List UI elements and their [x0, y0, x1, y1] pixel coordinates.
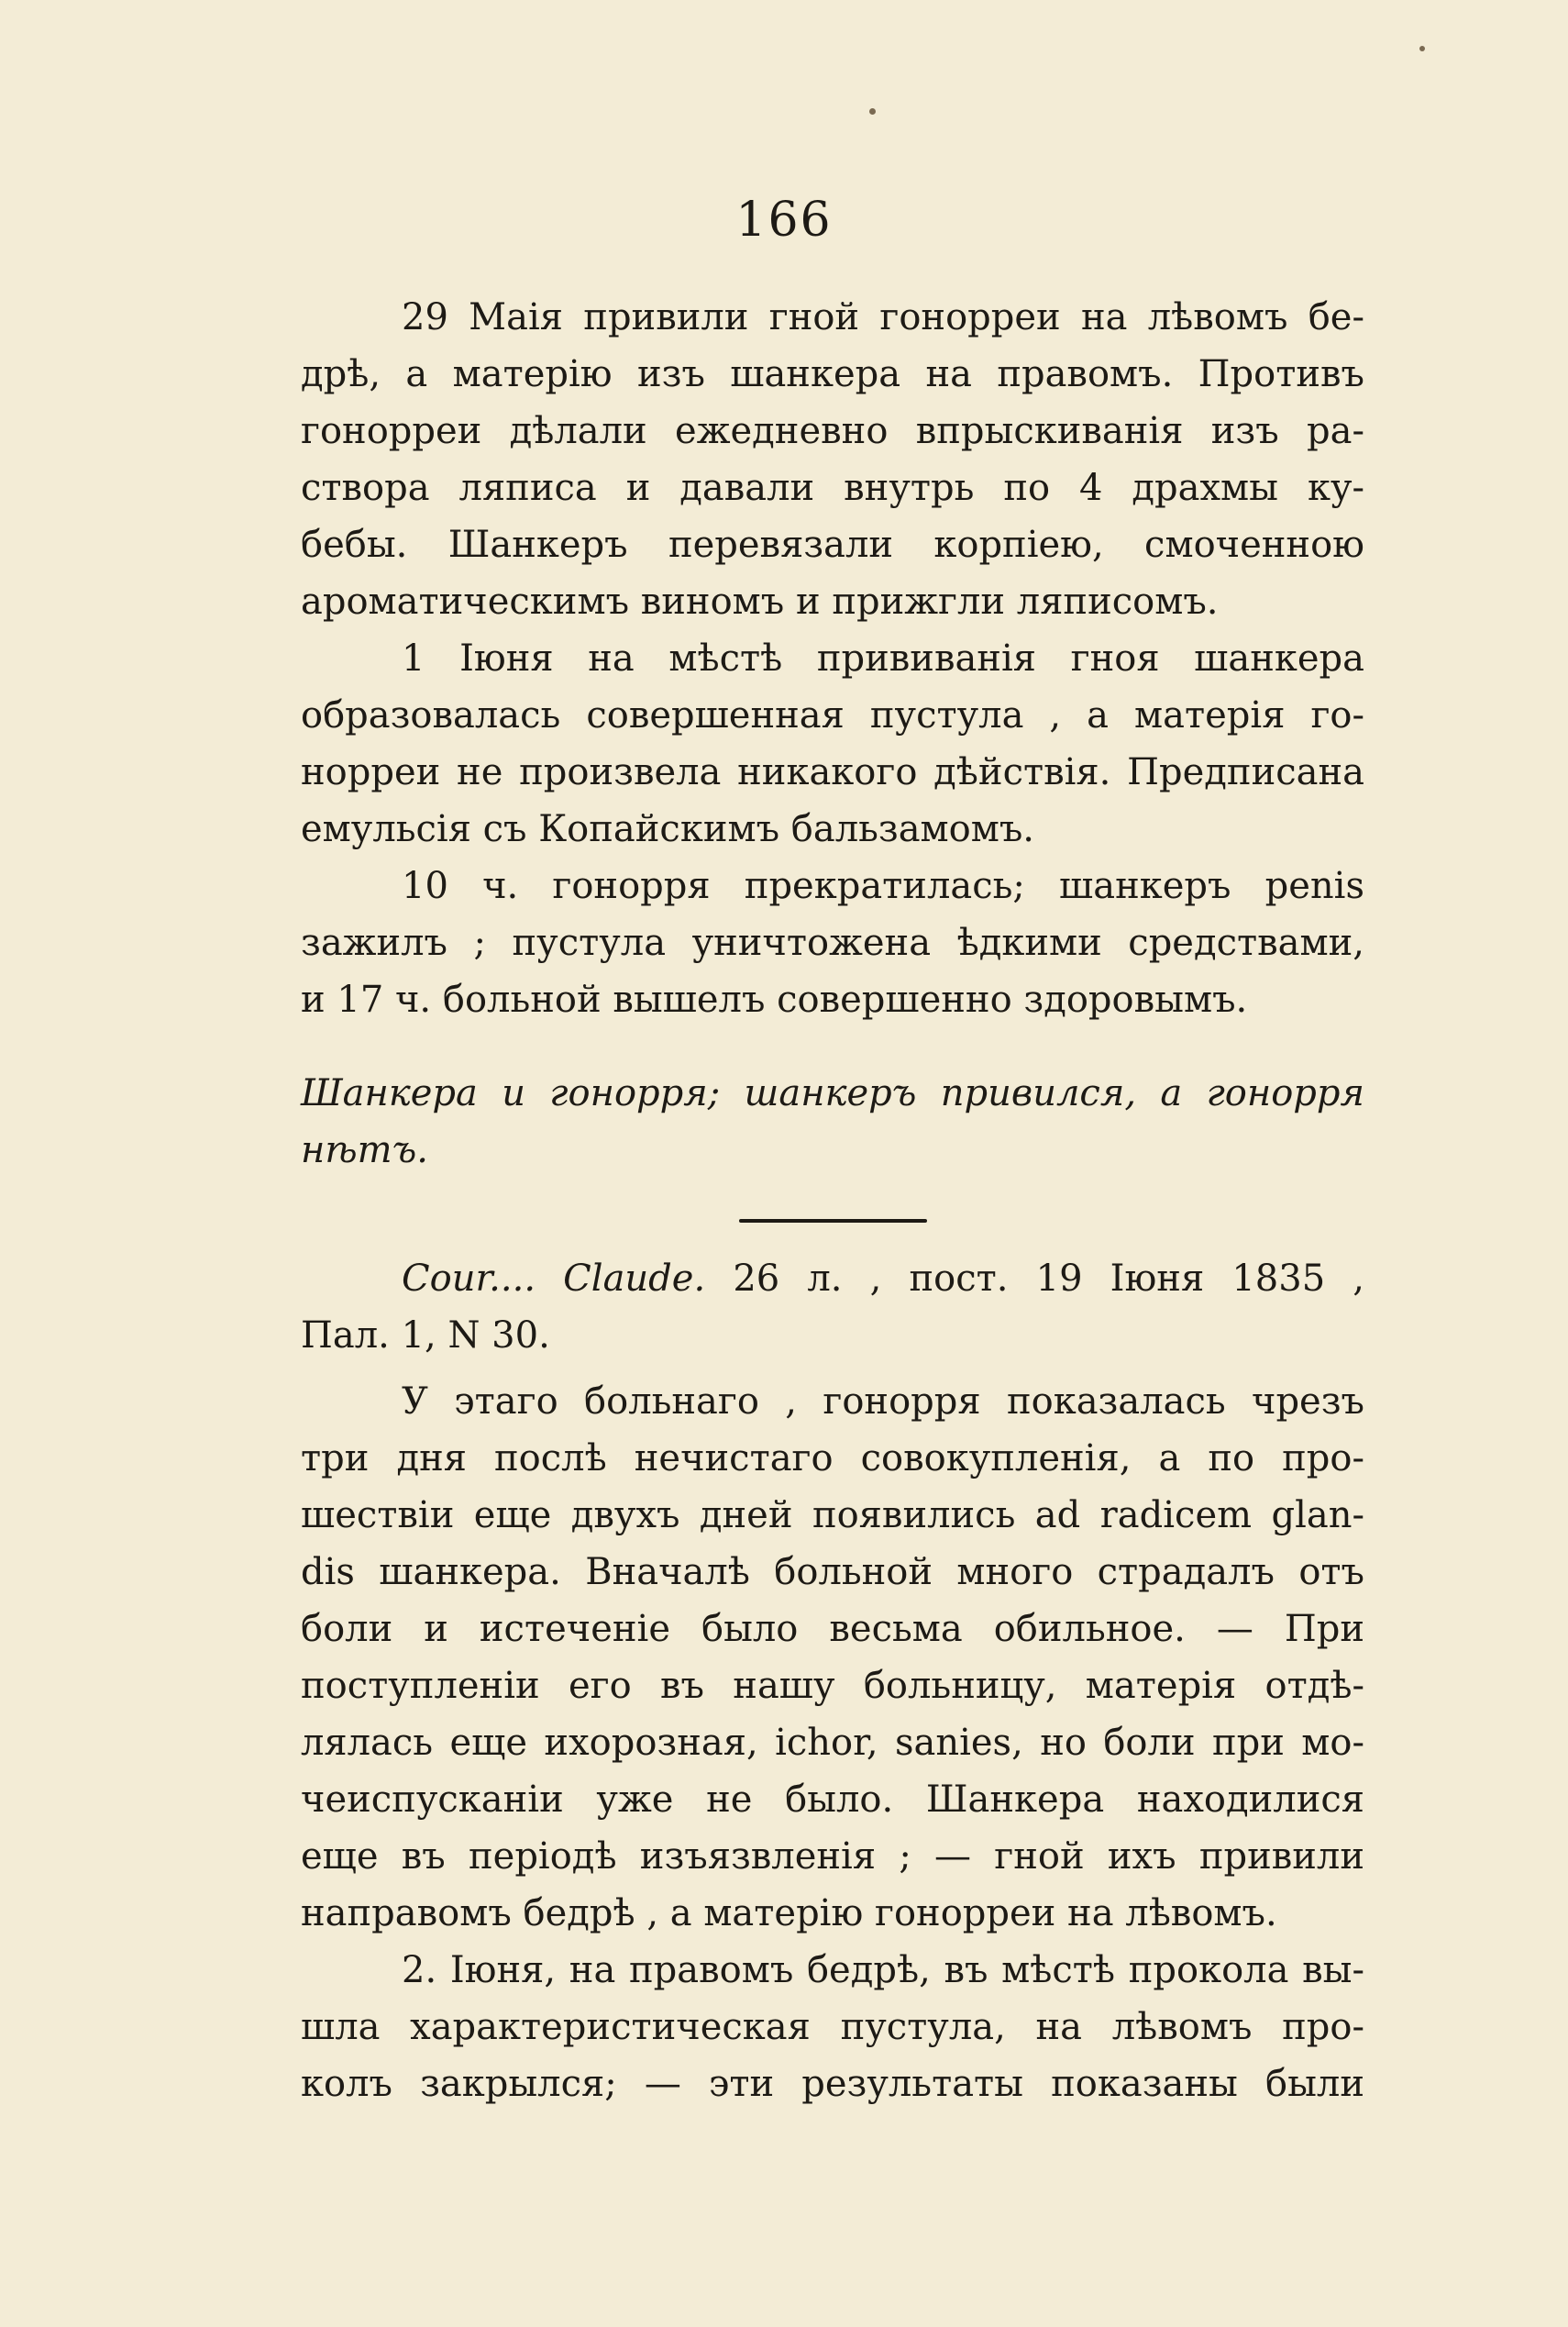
paragraph — [301, 630, 1364, 858]
case-header-line: Пал. 1, N 30. — [301, 1314, 550, 1357]
page-number: 166 — [735, 193, 833, 248]
case-header — [301, 1250, 1364, 1364]
text-line: дрѣ, а матерію изъ шанкера на правомъ. Противъ — [301, 353, 1364, 395]
text-line: еще въ періодѣ изъязвленія ; — гной ихъ привили — [301, 1835, 1364, 1878]
horizontal-rule — [739, 1219, 927, 1223]
text-line: боли и истеченіе было весьма обильное. — При — [301, 1608, 1364, 1650]
paragraph — [301, 858, 1364, 1028]
text-line: ароматическимъ виномъ и прижгли ляписомъ. — [301, 581, 1219, 623]
text-line: емульсія съ Копайскимъ бальзамомъ. — [301, 808, 1035, 850]
text-line: колъ закрылся; — эти результаты показаны были — [301, 2063, 1364, 2105]
case-header-line — [301, 1250, 1364, 1307]
text-line: бебы. Шанкеръ перевязали корпіею, смоченною — [301, 524, 1364, 566]
paragraph — [301, 1373, 1364, 1942]
text-line: шла характеристическая пустула, на лѣвомъ про- — [301, 2006, 1364, 2048]
text-line: створа ляписа и давали внутрь по 4 драхмы ку- — [301, 467, 1364, 509]
paragraph — [301, 1942, 1364, 2112]
text-line: dis шанкера. Вначалѣ больной много страдалъ отъ — [301, 1551, 1364, 1593]
text-line: чеиспусканіи уже не было. Шанкера находилися — [301, 1778, 1364, 1821]
text-line: гонорреи дѣлали ежедневно впрыскиванія изъ ра- — [301, 410, 1364, 452]
text-line: норреи не произвела никакого дѣйствія. Предписана — [301, 751, 1364, 793]
body-text — [301, 289, 1364, 2112]
text-line: направомъ бедрѣ , а матерію гонорреи на лѣвомъ. — [301, 1892, 1277, 1934]
section-title — [301, 1065, 1364, 1179]
text-line: 1 Іюня на мѣстѣ прививанія гноя шанкера — [402, 637, 1364, 680]
text-line: три дня послѣ нечистаго совокупленія, а по про- — [301, 1437, 1364, 1479]
text-line: и 17 ч. больной вышелъ совершенно здоровымъ. — [301, 979, 1248, 1021]
section-title-text: Шанкера и гонорря; шанкеръ привился, а гонорря нѣтъ. — [301, 1072, 1364, 1171]
text-line: лялась еще ихорозная, ichor, sanies, но боли при мо- — [301, 1722, 1364, 1764]
ink-speck — [869, 108, 876, 115]
text-line: поступленіи его въ нашу больницу, матерія отдѣ- — [301, 1665, 1364, 1707]
case-header-details: 26 л. , пост. 19 Іюня 1835 , — [733, 1258, 1365, 1300]
text-line: 2. Іюня, на правомъ бедрѣ, въ мѣстѣ прокола вы- — [402, 1949, 1364, 1991]
paragraph — [301, 289, 1364, 630]
text-line: У этаго больнаго , гонорря показалась чрезъ — [402, 1380, 1364, 1423]
text-line: 10 ч. гонорря прекратилась; шанкеръ penis — [402, 865, 1364, 907]
ink-speck — [1419, 46, 1425, 51]
text-line: шествіи еще двухъ дней появились ad radicem glan- — [301, 1494, 1364, 1536]
text-line: образовалась совершенная пустула , а матерія го- — [301, 694, 1364, 737]
text-line: 29 Маія привили гной гонорреи на лѣвомъ бе- — [402, 296, 1364, 338]
patient-name: Cour.... Claude. — [402, 1258, 706, 1300]
text-line: зажилъ ; пустула уничтожена ѣдкими средствами, — [301, 922, 1364, 964]
